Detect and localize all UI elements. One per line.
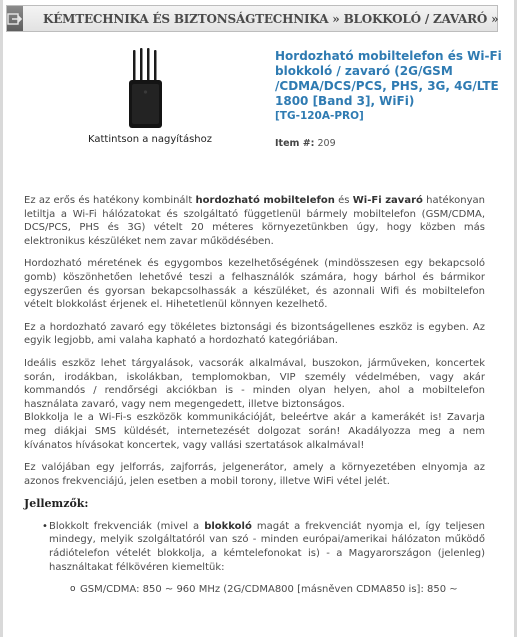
feature-bullet [24,520,485,574]
description-paragraph-5: Ez valójában egy jelforrás, zajforrás, jelgenerátor, amely a környezetében elnyomja az azonos frekvenciájú, jelen esetben a mobil torony, illetve WiFi vétel jelét. [24,462,485,487]
text-bold: hordozható mobiltelefon [195,195,335,206]
window-frame-left [0,0,3,637]
features-heading: Jellemzők: [24,497,89,511]
product-code: [TG-120A-PRO] [275,110,364,122]
description-paragraph-3: Ez a hordozható zavaró egy tökéletes biztonsági és bizontságellenes eszköz is egyben. Az egyik legjobb, ami valaha kapható a hordozható kategóriában. [24,321,485,347]
text-segment: és [334,195,353,206]
description-paragraph-1 [24,194,485,248]
text-segment: Ez az erős és hatékony kombinált [24,195,196,206]
description-paragraph-4 [24,357,485,452]
breadcrumb[interactable]: KÉMTECHNIKA ÉS BIZTONSÁGTECHNIKA » BLOKKOLÓ / ZAVARÓ » [43,11,499,26]
product-title-text: Hordozható mobiltelefon és Wi-Fi blokkoló / zavaró (2G/GSM /CDMA/DCS/PCS, PHS, 3G, 4G/LTE 1800 [Band 3], WiFi) [275,49,502,108]
item-value: 209 [317,138,336,149]
text-segment: hatékonyan letiltja a Wi-Fi hálózatokat és szolgáltató függetlenül bármely mobiltelefon (GSM/CDMA, DCS/PCS, PHS és 3G) vételt 20 méteres környezetünkben úgy, hogy közben más elektronikus készüléket nem zavar működésében. [24,195,485,247]
product-image[interactable] [124,48,168,130]
item-number [275,138,336,149]
text-segment: Blokkolt frekvenciák (mivel a [49,520,205,532]
product-title [275,49,507,124]
text-segment: magát a frekvenciát nyomja el, így teljesen mindegy, melyik szolgáltatóról van szó - minden európai/amerikai hálózaton működő rádiótelefon vételét blokkolja, a kémtelefonokat is) - a Magyarországon (jelenleg) használtakat félkövéren kiemeltük: [49,520,486,573]
category-header [6,5,498,32]
text-bold: Wi-Fi zavaró [352,195,423,206]
product-description [24,194,485,606]
enlarge-caption[interactable]: Kattintson a nagyításhoz [87,134,212,145]
arrow-right-icon[interactable] [7,6,23,31]
text-bold: blokkoló [204,520,252,532]
description-paragraph-2: Hordozható méretének és egygombos kezelhetőségének (mindösszesen egy bekapcsoló gomb) köszönhetően lehetővé teszi a felhasználók számára, hogy bárhol és bármikor egyszerűen és gyorsan bekapcsolhassák a készüléket, és azonnali Wifi és mobiltelefon vételt blokkolást érjenek el. Hihetetlenül könnyen kezelhető. [24,258,485,311]
text-segment: Blokkolja le a Wi-Fi-s eszközök kommunikációját, beleértve akár a kamerákét is! Zavarja meg diákjai SMS küldését, internetezését dolgozat során! Akadályozza meg a nem kívánatos hívásokat koncertek, vagy vallási szertatások alkalmával! [24,412,485,451]
text-segment: Ideális eszköz lehet tárgyalások, vacsorák alkalmával, buszokon, járműveken, koncertek során, irodákban, iskolákban, templomokban, VIP személy védelmében, vagy akár kommandós / rendőrségi akciókban is - minden olyan helyen, ahol a mobiltelefon használata zavaró, vagy nem megengedett, illetve biztonságos. [24,357,485,410]
item-label: Item #: [275,138,315,149]
feature-sub-item: o GSM/CDMA: 850 ~ 960 MHz (2G/CDMA800 [másněven CDMA850 is]: 850 ~ [24,583,485,597]
